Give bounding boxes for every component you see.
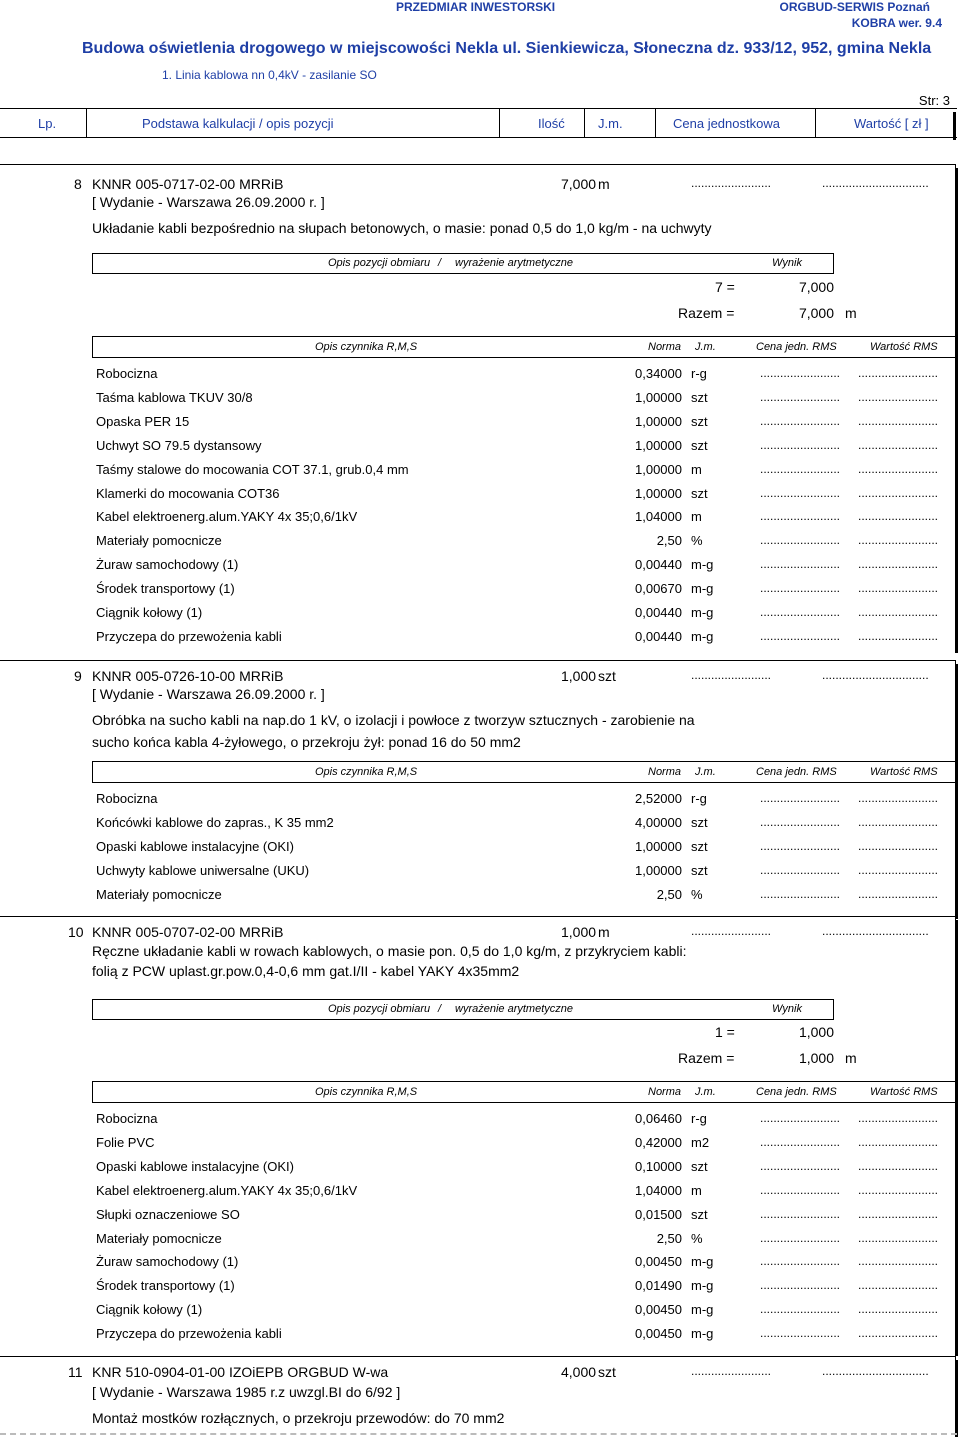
factor-unit: m-g [691,1302,714,1317]
shadow-edge [955,920,958,1356]
factor-value-dots: ........................ [858,1326,939,1340]
factor-price-dots: ........................ [760,1302,841,1316]
factor-name: Ciągnik kołowy (1) [96,605,203,620]
factor-name: Robocizna [96,366,158,381]
item-8-sum: 7,000 [798,305,834,321]
item-10-value-dots: ................................ [822,924,929,938]
factor-name: Końcówki kablowe do zapras., K 35 mm2 [96,815,334,830]
item-9-lp: 9 [74,668,82,684]
item-8-frame [0,164,956,650]
factor-name: Robocizna [96,791,158,806]
item-8-sum-label: Razem = [678,305,735,321]
factor-name: Środek transportowy (1) [96,581,235,596]
factor-unit: % [691,533,703,548]
factor-price-dots: ........................ [760,462,841,476]
factor-value-dots: ........................ [858,390,939,404]
factor-value-dots: ........................ [858,414,939,428]
factor-price-dots: ........................ [760,605,841,619]
factor-norm: 2,52000 [635,791,682,806]
factor-norm: 1,00000 [635,438,682,453]
item-9-basis: KNNR 005-0726-10-00 MRRiB [92,668,284,684]
factor-price-dots: ........................ [760,581,841,595]
col-divider [86,108,87,138]
doc-type: PRZEDMIAR INWESTORSKI [396,0,556,14]
factor-price-dots: ........................ [760,533,841,547]
factor-price-dots: ........................ [760,1254,841,1268]
factor-name: Taśma kablowa TKUV 30/8 [96,390,253,405]
item-11-edition: [ Wydanie - Warszawa 1985 r.z uwzgl.BI do 6/92 ] [92,1384,401,1400]
factor-price-dots: ........................ [760,1111,841,1125]
item-8-value-dots: ................................ [822,176,929,190]
measure-desc-head: Opis pozycji obmiaru [328,257,431,269]
item-9-qty: 1,000 [561,668,597,684]
item-8-measure-result: 7,000 [798,279,834,295]
item-8-sum-unit: m [845,305,857,321]
item-9-value-dots: ................................ [822,668,929,682]
item-8-edition: [ Wydanie - Warszawa 26.09.2000 r. ] [92,194,325,210]
item-9-description-1: Obróbka na sucho kabli na nap.do 1 kV, o izolacji i powłoce z tworzyw sztucznych - zarobienie na [92,712,695,728]
factor-unit: m-g [691,557,714,572]
factor-unit: szt [691,1207,708,1222]
factor-price-head: Cena jedn. RMS [756,1086,837,1098]
shadow-edge [953,112,956,140]
factor-value-dots: ........................ [858,581,939,595]
measure-result-head: Wynik [772,257,802,269]
item-8-qty: 7,000 [561,176,597,192]
col-divider [655,108,656,138]
factor-norm-head: Norma [648,766,682,778]
col-value: Wartość [ zł ] [854,116,929,131]
factor-unit: szt [691,1159,708,1174]
factor-unit: m2 [691,1135,710,1150]
factor-unit: szt [691,486,708,501]
factor-unit: szt [691,815,708,830]
factor-name: Opaski kablowe instalacyjne (OKI) [96,1159,294,1174]
factor-value-head: Wartość RMS [870,341,938,353]
factor-unit: szt [691,839,708,854]
factor-value-head: Wartość RMS [870,1086,938,1098]
factor-unit: m [691,1183,702,1198]
factor-value-dots: ........................ [858,533,939,547]
factor-price-dots: ........................ [760,438,841,452]
factor-norm: 1,00000 [635,863,682,878]
factor-name: Przyczepa do przewożenia kabli [96,1326,282,1341]
factor-value-dots: ........................ [858,1183,939,1197]
factor-value-dots: ........................ [858,863,939,877]
factor-norm: 4,00000 [635,815,682,830]
item-8-unit: m [598,176,610,192]
item-10-sum-label: Razem = [678,1050,735,1066]
factor-value-dots: ........................ [858,557,939,571]
item-10-lp: 10 [68,924,84,940]
factor-price-dots: ........................ [760,366,841,380]
item-11-description: Montaż mostków rozłącznych, o przekroju przewodów: do 70 mm2 [92,1410,505,1426]
factor-name: Słupki oznaczeniowe SO [96,1207,240,1222]
item-10-price-dots: ........................ [691,924,772,938]
factor-norm: 1,00000 [635,414,682,429]
factor-name: Środek transportowy (1) [96,1278,235,1293]
shadow-edge [955,1360,958,1437]
item-10-unit: m [598,924,610,940]
item-10-sum-unit: m [845,1050,857,1066]
factor-norm: 0,10000 [635,1159,682,1174]
factor-norm-head: Norma [648,1086,682,1098]
factor-unit-head: J.m. [695,1086,716,1098]
factor-price-dots: ........................ [760,390,841,404]
factor-unit: m [691,509,702,524]
factor-norm: 1,04000 [635,1183,682,1198]
item-10-measure-expr: 1 = [715,1024,735,1040]
factor-desc-head: Opis czynnika R,M,S [315,1086,418,1098]
factor-value-dots: ........................ [858,509,939,523]
column-header-bottom-rule [0,137,957,138]
factor-unit: m-g [691,1326,714,1341]
page-cut-edge [0,1433,957,1435]
item-11-price-dots: ........................ [691,1364,772,1378]
item-8-price-dots: ........................ [691,176,772,190]
factor-value-dots: ........................ [858,887,939,901]
item-9-unit: szt [598,668,616,684]
factor-unit-head: J.m. [695,766,716,778]
measure-expr-head: wyrażenie arytmetyczne [455,1003,573,1015]
item-8-measure-expr: 7 = [715,279,735,295]
factor-unit: m-g [691,605,714,620]
factor-norm: 1,00000 [635,390,682,405]
factor-value-dots: ........................ [858,791,939,805]
col-qty: Ilość [538,116,565,131]
factor-name: Folie PVC [96,1135,155,1150]
factor-norm-head: Norma [648,341,682,353]
item-11-lp: 11 [68,1364,83,1380]
factor-norm: 0,00450 [635,1326,682,1341]
measure-desc-head: Opis pozycji obmiaru [328,1003,431,1015]
factor-norm: 1,04000 [635,509,682,524]
factor-value-dots: ........................ [858,1135,939,1149]
factor-price-dots: ........................ [760,887,841,901]
factor-name: Materiały pomocnicze [96,887,222,902]
factor-name: Żuraw samochodowy (1) [96,1254,239,1269]
factor-value-dots: ........................ [858,839,939,853]
factor-price-dots: ........................ [760,557,841,571]
shadow-edge [955,664,958,919]
factor-norm: 1,00000 [635,462,682,477]
factor-price-dots: ........................ [760,1326,841,1340]
col-unit: J.m. [598,116,623,131]
measure-result-head: Wynik [772,1003,802,1015]
factor-price-dots: ........................ [760,414,841,428]
item-10-description-1: Ręczne układanie kabli w rowach kablowych, o masie pon. 0,5 do 1,0 kg/m, z przykryciem kabli: [92,943,687,959]
factor-unit: m-g [691,629,714,644]
factor-price-dots: ........................ [760,791,841,805]
factor-unit: szt [691,390,708,405]
item-9-edition: [ Wydanie - Warszawa 26.09.2000 r. ] [92,686,325,702]
company-name: ORGBUD-SERWIS Poznań [779,0,930,14]
factor-price-dots: ........................ [760,1159,841,1173]
factor-norm: 0,42000 [635,1135,682,1150]
factor-name: Żuraw samochodowy (1) [96,557,239,572]
factor-price-dots: ........................ [760,815,841,829]
item-11-qty: 4,000 [561,1364,597,1380]
factor-unit: r-g [691,791,707,806]
factor-value-head: Wartość RMS [870,766,938,778]
item-8-description: Układanie kabli bezpośrednio na słupach betonowych, o masie: ponad 0,5 do 1,0 kg/m - na uchwyty [92,220,712,236]
factor-unit: szt [691,414,708,429]
col-divider [584,108,585,138]
factor-price-dots: ........................ [760,629,841,643]
factor-norm: 2,50 [656,1231,682,1246]
item-10-sum: 1,000 [798,1050,834,1066]
factor-name: Materiały pomocnicze [96,533,222,548]
factor-unit-head: J.m. [695,341,716,353]
factor-price-dots: ........................ [760,1183,841,1197]
section-subtitle: 1. Linia kablowa nn 0,4kV - zasilanie SO [162,68,377,82]
software-version: KOBRA wer. 9.4 [851,16,942,30]
item-9-description-2: sucho końca kabla 4-żyłowego, o przekroju żył: ponad 16 do 50 mm2 [92,734,521,750]
factor-norm: 0,00450 [635,1302,682,1317]
factor-name: Materiały pomocnicze [96,1231,222,1246]
factor-unit: r-g [691,1111,707,1126]
factor-value-dots: ........................ [858,1111,939,1125]
factor-norm: 1,00000 [635,486,682,501]
factor-value-dots: ........................ [858,1207,939,1221]
factor-name: Taśmy stalowe do mocowania COT 37.1, grub.0,4 mm [96,462,409,477]
shadow-edge [955,168,958,653]
factor-value-dots: ........................ [858,438,939,452]
factor-value-dots: ........................ [858,1254,939,1268]
page-number: Str: 3 [918,93,950,108]
factor-norm: 0,00440 [635,557,682,572]
factor-norm: 0,00440 [635,605,682,620]
factor-unit: m-g [691,581,714,596]
col-lp: Lp. [38,116,57,131]
factor-value-dots: ........................ [858,486,939,500]
factor-unit: m-g [691,1278,714,1293]
measure-slash: / [438,257,442,269]
factor-norm: 2,50 [656,887,682,902]
factor-price-dots: ........................ [760,1231,841,1245]
factor-price-head: Cena jedn. RMS [756,766,837,778]
factor-name: Uchwyty kablowe uniwersalne (UKU) [96,863,310,878]
factor-unit: % [691,887,703,902]
factor-name: Robocizna [96,1111,158,1126]
factor-norm: 2,50 [656,533,682,548]
factor-value-dots: ........................ [858,1159,939,1173]
col-divider [815,108,816,138]
item-9-price-dots: ........................ [691,668,772,682]
factor-value-dots: ........................ [858,366,939,380]
factor-unit: m [691,462,702,477]
item-10-description-2: folią z PCW uplast.gr.pow.0,4-0,6 mm gat.I/II - kabel YAKY 4x35mm2 [92,963,520,979]
factor-unit: % [691,1231,703,1246]
factor-value-dots: ........................ [858,629,939,643]
factor-unit: m-g [691,1254,714,1269]
factor-norm: 0,01490 [635,1278,682,1293]
col-price: Cena jednostkowa [673,116,780,131]
factor-norm: 0,01500 [635,1207,682,1222]
factor-norm: 1,00000 [635,839,682,854]
factor-norm: 0,00450 [635,1254,682,1269]
measure-expr-head: wyrażenie arytmetyczne [455,257,573,269]
factor-unit: szt [691,863,708,878]
factor-price-dots: ........................ [760,1135,841,1149]
factor-name: Uchwyt SO 79.5 dystansowy [96,438,262,453]
factor-price-dots: ........................ [760,486,841,500]
col-divider [499,108,500,138]
factor-value-dots: ........................ [858,605,939,619]
factor-norm: 0,06460 [635,1111,682,1126]
item-11-basis: KNR 510-0904-01-00 IZOiEPB ORGBUD W-wa [92,1364,389,1380]
item-10-basis: KNNR 005-0707-02-00 MRRiB [92,924,284,940]
col-basis: Podstawa kalkulacji / opis pozycji [142,116,334,131]
factor-price-dots: ........................ [760,509,841,523]
page-title: Budowa oświetlenia drogowego w miejscowości Nekla ul. Sienkiewicza, Słoneczna dz. 933/12, 952, gmina Nekla [82,40,932,57]
factor-value-dots: ........................ [858,1278,939,1292]
factor-price-dots: ........................ [760,839,841,853]
factor-desc-head: Opis czynnika R,M,S [315,341,418,353]
factor-unit: r-g [691,366,707,381]
factor-name: Opaski kablowe instalacyjne (OKI) [96,839,294,854]
factor-norm: 0,00670 [635,581,682,596]
factor-price-head: Cena jedn. RMS [756,341,837,353]
factor-price-dots: ........................ [760,1207,841,1221]
item-11-unit: szt [598,1364,616,1380]
factor-value-dots: ........................ [858,815,939,829]
measure-slash: / [438,1003,442,1015]
factor-price-dots: ........................ [760,1278,841,1292]
factor-name: Kabel elektroenerg.alum.YAKY 4x 35;0,6/1kV [96,1183,358,1198]
item-11-value-dots: ................................ [822,1364,929,1378]
item-10-qty: 1,000 [561,924,597,940]
item-8-lp: 8 [74,176,82,192]
factor-desc-head: Opis czynnika R,M,S [315,766,418,778]
factor-value-dots: ........................ [858,1231,939,1245]
factor-value-dots: ........................ [858,1302,939,1316]
factor-unit: szt [691,438,708,453]
column-header-top-rule [0,108,957,109]
item-10-measure-result: 1,000 [798,1024,834,1040]
factor-name: Klamerki do mocowania COT36 [96,486,280,501]
factor-price-dots: ........................ [760,863,841,877]
factor-value-dots: ........................ [858,462,939,476]
factor-name: Kabel elektroenerg.alum.YAKY 4x 35;0,6/1kV [96,509,358,524]
factor-name: Ciągnik kołowy (1) [96,1302,203,1317]
factor-norm: 0,34000 [635,366,682,381]
factor-name: Opaska PER 15 [96,414,190,429]
item-8-basis: KNNR 005-0717-02-00 MRRiB [92,176,284,192]
factor-norm: 0,00440 [635,629,682,644]
factor-name: Przyczepa do przewożenia kabli [96,629,282,644]
